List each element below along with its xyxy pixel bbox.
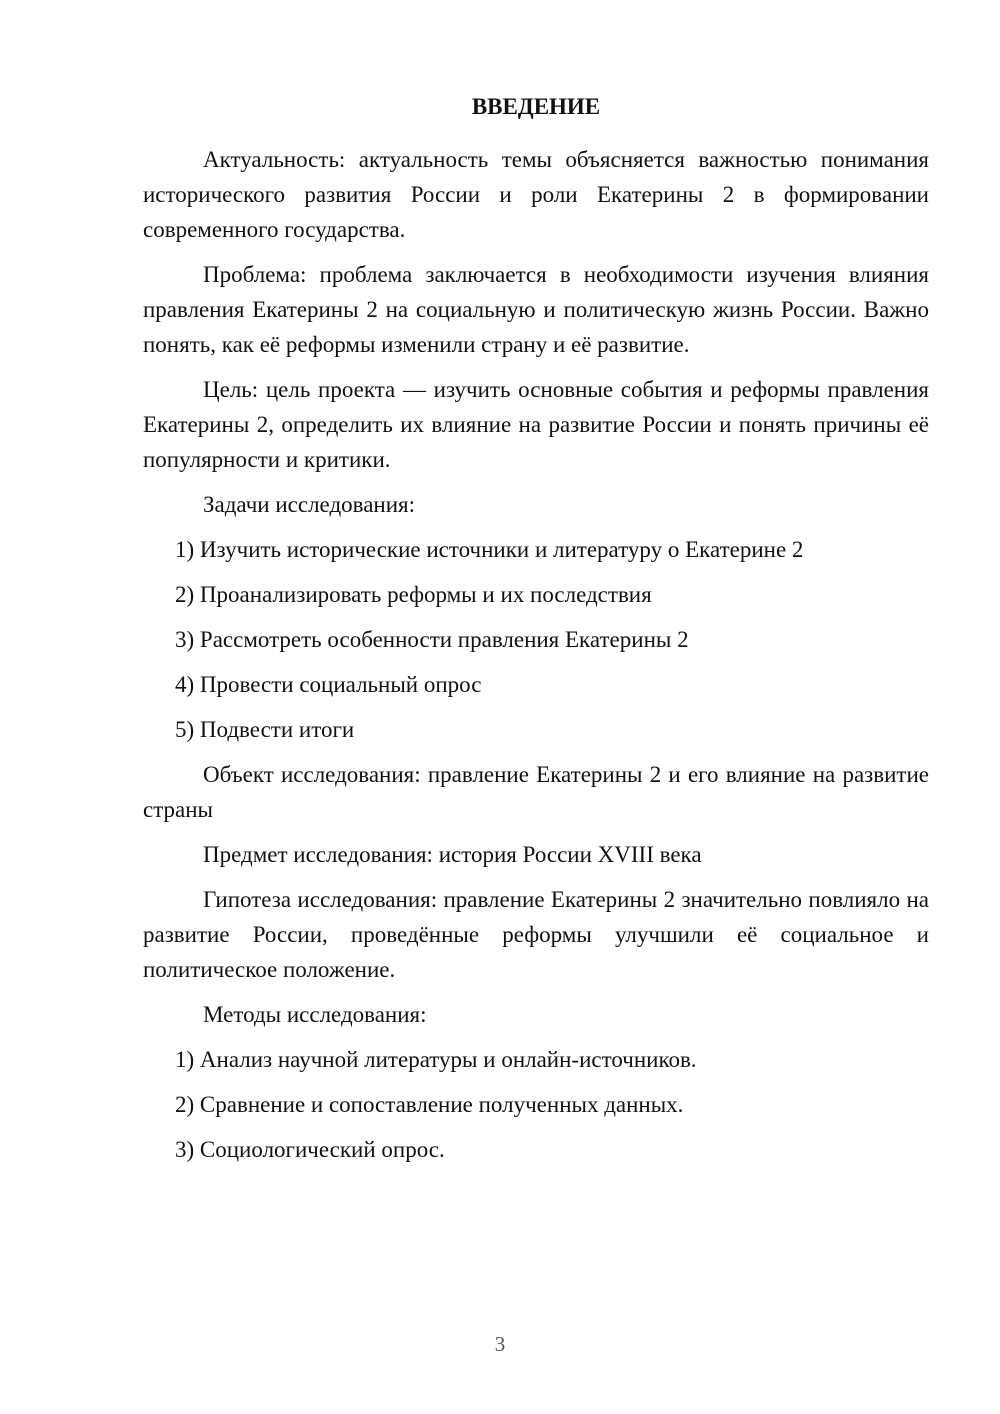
methods-list bbox=[143, 1042, 929, 1167]
list-item: 3) Социологический опрос. bbox=[175, 1137, 445, 1162]
list-item: 1) Изучить исторические источники и литературу о Екатерине 2 bbox=[175, 537, 804, 562]
document-body bbox=[143, 92, 929, 1177]
object-paragraph: Объект исследования: правление Екатерины 2 и его влияние на развитие страны bbox=[143, 762, 929, 822]
tasks-list bbox=[143, 532, 929, 747]
list-item: 4) Провести социальный опрос bbox=[175, 672, 482, 697]
methods-heading: Методы исследования: bbox=[203, 1002, 427, 1027]
list-item: 3) Рассмотреть особенности правления Екатерины 2 bbox=[175, 627, 689, 652]
list-item: 2) Проанализировать реформы и их последствия bbox=[175, 582, 652, 607]
problem-paragraph: Проблема: проблема заключается в необходимости изучения влияния правления Екатерины 2 на социальную и политическую жизнь России. Важно понять, как её реформы изменили страну и её развитие. bbox=[143, 262, 929, 357]
hypothesis-paragraph: Гипотеза исследования: правление Екатерины 2 значительно повлияло на развитие России, проведённые реформы улучшили её социальное и политическое положение. bbox=[143, 887, 929, 982]
list-item: 5) Подвести итоги bbox=[175, 717, 355, 742]
subject-paragraph: Предмет исследования: история России XVIII века bbox=[203, 842, 702, 867]
page-number: 3 bbox=[494, 1332, 506, 1356]
relevance-paragraph: Актуальность: актуальность темы объясняется важностью понимания исторического развития России и роли Екатерины 2 в формировании современного государства. bbox=[143, 147, 929, 242]
list-item: 2) Сравнение и сопоставление полученных данных. bbox=[175, 1092, 684, 1117]
page-title: ВВЕДЕНИЕ bbox=[471, 94, 601, 119]
goal-paragraph: Цель: цель проекта — изучить основные события и реформы правления Екатерины 2, определить их влияние на развитие России и понять причины её популярности и критики. bbox=[143, 377, 929, 472]
list-item: 1) Анализ научной литературы и онлайн-источников. bbox=[175, 1047, 697, 1072]
tasks-heading: Задачи исследования: bbox=[203, 492, 416, 517]
